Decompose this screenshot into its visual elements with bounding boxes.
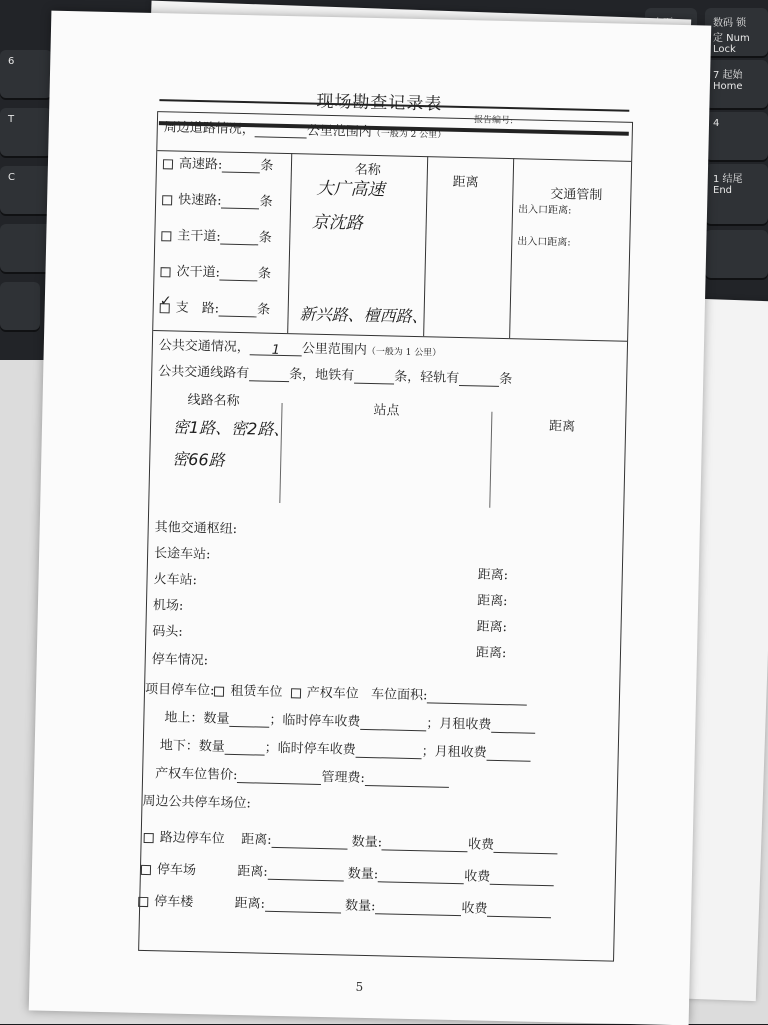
checkbox[interactable] [291, 688, 301, 698]
checkbox[interactable] [163, 159, 173, 169]
keyboard-key [705, 230, 768, 278]
column-distance: 距离 [548, 419, 576, 435]
hub-distance-label: 距离: [477, 567, 509, 584]
handwritten-bus-line: 密66路 [172, 449, 225, 470]
divider [509, 158, 514, 338]
survey-form-sheet [29, 11, 712, 1025]
handwritten-road-name: 大广高速 [316, 178, 385, 201]
hub-label: 长途车站: [153, 546, 211, 563]
divider [287, 153, 292, 333]
handwritten-road-name: 新兴路、檀西路、 [299, 304, 428, 327]
keyboard-key [0, 282, 40, 330]
hub-label: 机场: [152, 598, 184, 614]
column-name: 名称 [354, 162, 382, 179]
hub-distance-label: 距离: [475, 645, 507, 662]
checkbox[interactable] [161, 231, 171, 241]
keyboard-key: 数码 锁定 Num Lock [705, 8, 768, 56]
form-table [138, 111, 633, 962]
public-parking-row: 停车场 距离: 数量: 收费 [141, 858, 555, 886]
keyboard-key: C [0, 166, 52, 214]
parking-heading: 停车情况: [151, 652, 209, 669]
project-parking-row: 项目停车位: 租赁车位 产权车位 车位面积: [145, 678, 528, 706]
checkbox[interactable] [138, 896, 148, 906]
column-traffic-control: 交通管制 [550, 187, 603, 204]
checkbox[interactable] [160, 267, 170, 277]
checkbox[interactable] [214, 686, 224, 696]
hub-distance-label: 距离: [476, 619, 508, 636]
checkbox[interactable] [141, 864, 151, 874]
road-type-row: 主干道: 条 [161, 224, 272, 245]
road-type-row: 快速路: 条 [162, 188, 273, 209]
hub-distance-label: 距离: [476, 593, 508, 610]
keyboard-key [0, 224, 52, 272]
road-type-row: 次干道: 条 [160, 260, 271, 281]
transit-lines-row: 公共交通线路有 条，地铁有 条，轻轨有 条 [158, 364, 513, 388]
underground-parking-row: 地下：数量 ；临时停车收费 ；月租收费 [160, 734, 531, 761]
column-stop: 站点 [373, 403, 400, 419]
hubs-heading: 其他交通枢纽: [154, 520, 238, 537]
hub-label: 码头: [152, 624, 183, 640]
page-number: 5 [355, 979, 364, 994]
column-line-name: 线路名称 [187, 392, 240, 410]
transit-heading: 公共交通情况， 1 公里范围内（一般为 1 公里） [158, 338, 442, 359]
road-type-row: ✓ 支 路: 条 [159, 293, 271, 318]
transit-range-field: 1 [250, 342, 302, 356]
handwritten-bus-line: 密1路、密2路、 [172, 417, 290, 440]
checkbox[interactable] [162, 195, 172, 205]
keyboard-key: 4 [705, 112, 768, 160]
roads-range-field [255, 124, 307, 138]
checkbox[interactable] [144, 832, 154, 842]
exit-distance-label: 出入口距离: [517, 204, 572, 217]
public-parking-heading: 周边公共停车场位: [142, 793, 252, 812]
exit-distance-label: 出入口距离: [517, 236, 571, 249]
divider [489, 412, 492, 508]
keyboard-key: T [0, 108, 52, 156]
roads-heading: 周边道路情况， 公里范围内（一般为 2 公里） [163, 120, 447, 141]
keyboard-key: 6 [0, 50, 52, 98]
form-title: 现场勘查记录表 [316, 91, 443, 115]
report-number-label: 报告编号: [473, 115, 514, 127]
property-parking-price-row: 产权车位售价: 管理费: [155, 762, 449, 788]
keyboard-key: 1 结尾 End [705, 164, 768, 224]
ground-parking-row: 地上：数量 ；临时停车收费 ；月租收费 [164, 706, 535, 733]
road-type-row: 高速路: 条 [163, 152, 274, 173]
public-parking-row: 停车楼 距离: 数量: 收费 [138, 890, 552, 918]
check-mark-icon: ✓ [159, 293, 172, 310]
keyboard-key: 7 起始 Home [705, 60, 768, 108]
handwritten-road-name: 京沈路 [311, 212, 363, 234]
hub-label: 火车站: [153, 572, 198, 589]
column-distance: 距离 [452, 174, 479, 191]
public-parking-row: 路边停车位 距离: 数量: 收费 [144, 826, 559, 854]
